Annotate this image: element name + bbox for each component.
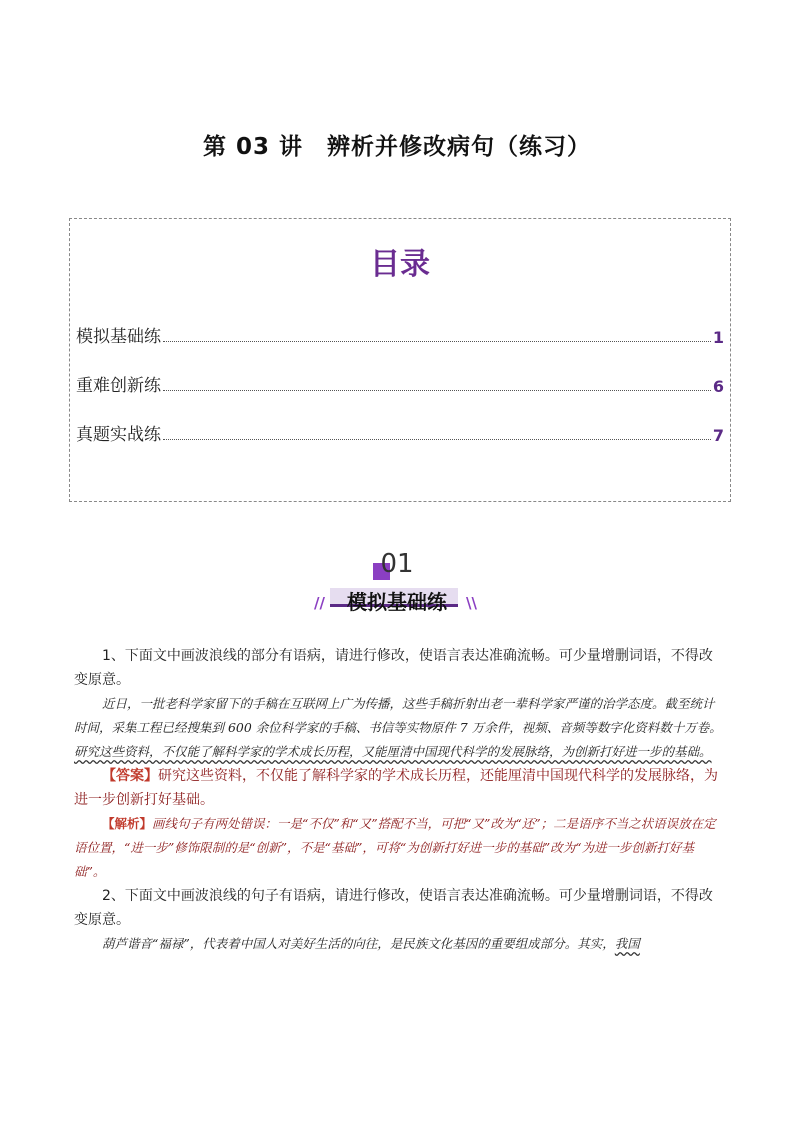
toc-item-basic[interactable] — [76, 323, 724, 347]
toc-item-page: 7 — [712, 426, 724, 445]
toc-leader-dots — [163, 340, 711, 342]
question-1-prompt: 1、下面文中画波浪线的部分有语病，请进行修改，使语言表达准确流畅。可少量增删词语，不得改变原意。 — [74, 648, 713, 688]
passage-text: 近日，一批老科学家留下的手稿在互联网上广为传播，这些手稿折射出老一辈科学家严谨的治学态度。截至统计时间，采集工程已经搜集到 600 余位科学家的手稿、书信等实物原件 7 万余件，视频、音频等数字化资料数十万卷。 — [74, 696, 722, 735]
question-1-analysis — [74, 812, 724, 884]
table-of-contents — [69, 218, 731, 502]
section-number: 01 — [380, 549, 414, 579]
toc-heading: 目录 — [370, 247, 430, 282]
analysis-text: 画线句子有两处错误：一是“不仅”和“又”搭配不当，可把“又”改为“还”；二是语序不当之状语误放在定语位置，“进一步”修饰限制的是“创新”，不是“基础”，可将“为创新打好进一步的基础”改为“为进一步创新打好基础”。 — [74, 816, 716, 879]
question-1-passage — [74, 692, 724, 764]
toc-item-label: 重难创新练 — [76, 376, 161, 396]
toc-item-real-exam[interactable] — [76, 421, 724, 445]
toc-item-label: 真题实战练 — [76, 425, 161, 445]
toc-leader-dots — [163, 389, 711, 391]
passage-text: 葫芦谐音“福禄”，代表着中国人对美好生活的向往，是民族文化基因的重要组成部分。其实， — [102, 936, 615, 951]
toc-item-label: 模拟基础练 — [76, 327, 161, 347]
toc-item-page: 1 — [712, 328, 724, 347]
section-label: 模拟基础练 — [347, 590, 447, 614]
question-2-prompt: 2、下面文中画波浪线的句子有语病，请进行修改，使语言表达准确流畅。可少量增删词语，不得改变原意。 — [74, 888, 713, 928]
question-1-answer — [74, 764, 724, 812]
section-slash-right: \\ — [466, 594, 477, 612]
analysis-tag: 【解析】 — [102, 816, 153, 831]
toc-item-page: 6 — [712, 377, 724, 396]
section-slash-left: // — [314, 594, 325, 612]
toc-item-advanced[interactable] — [76, 372, 724, 396]
passage-wavy-underline: 我国 — [614, 936, 640, 951]
toc-leader-dots — [163, 438, 711, 440]
question-2-passage — [74, 932, 724, 956]
exercise-content — [74, 644, 724, 956]
page-title: 第 03 讲 辨析并修改病句（练习） — [202, 134, 592, 160]
answer-text: 研究这些资料，不仅能了解科学家的学术成长历程，还能厘清中国现代科学的发展脉络，为进一步创新打好基础。 — [74, 768, 718, 808]
passage-wavy-underline: 研究这些资料，不仅能了解科学家的学术成长历程，又能厘清中国现代科学的发展脉络，为创新打好进一步的基础。 — [74, 744, 712, 759]
answer-tag: 【答案】 — [102, 768, 158, 784]
